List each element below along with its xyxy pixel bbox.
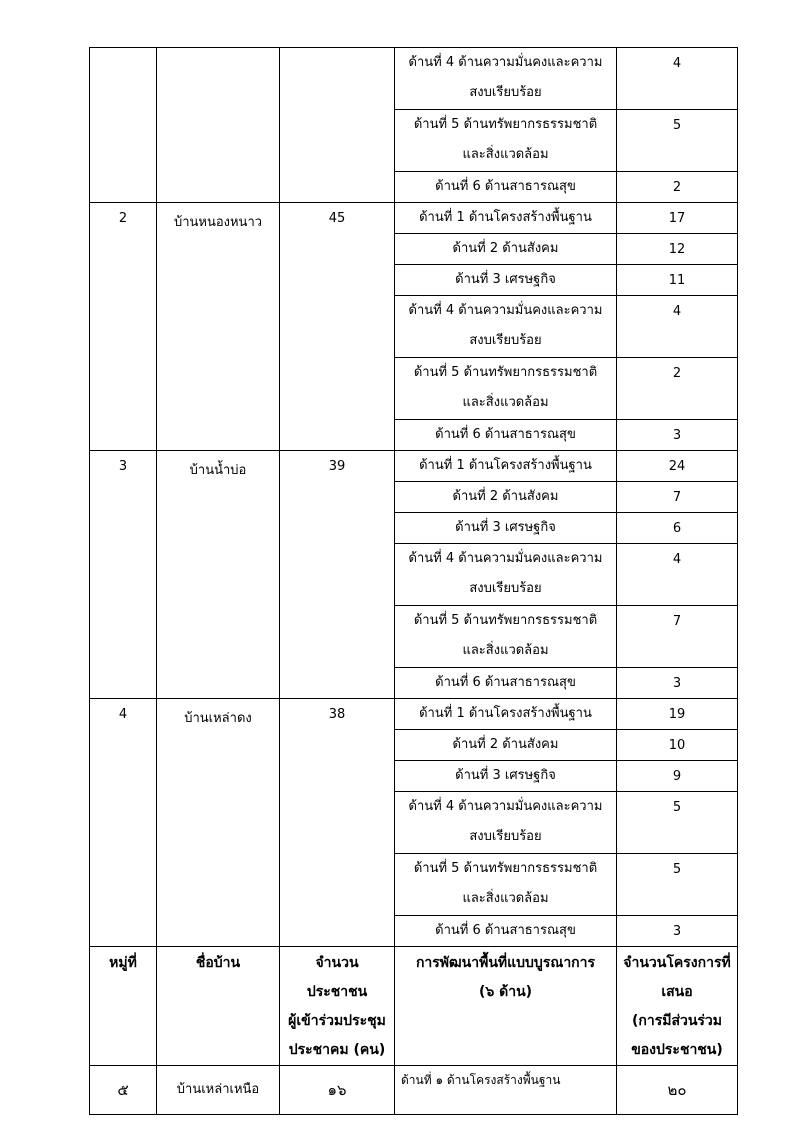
count-cell: 17 (617, 203, 738, 234)
topic-cell: ด้านที่ ๑ ด้านโครงสร้างพื้นฐาน (395, 1066, 617, 1115)
table-row (90, 203, 738, 234)
count-cell: 3 (617, 668, 738, 699)
count-cell: 24 (617, 451, 738, 482)
count-cell: 3 (617, 420, 738, 451)
count-cell: 3 (617, 916, 738, 947)
topic-cell: ด้านที่ 6 ด้านสาธารณสุข (395, 420, 617, 451)
topic-cell: ด้านที่ 5 ด้านทรัพยากรธรรมชาติ และสิ่งแวดล้อม (395, 110, 617, 172)
count-cell: 4 (617, 544, 738, 606)
village-name-cell: บ้านหนองหนาว (157, 203, 280, 451)
village-no-cell: 2 (90, 203, 157, 451)
project-table (89, 47, 738, 1115)
topic-cell: ด้านที่ 6 ด้านสาธารณสุข (395, 172, 617, 203)
topic-cell: ด้านที่ 3 เศรษฐกิจ (395, 513, 617, 544)
count-cell: 7 (617, 606, 738, 668)
village-no-cell: ๕ (90, 1066, 157, 1115)
village-name-cell: บ้านเหล่าเหนือ (157, 1066, 280, 1115)
count-cell: 11 (617, 265, 738, 296)
count-cell: ๒๐ (617, 1066, 738, 1115)
table-row (90, 699, 738, 730)
header-participants: จำนวน ประชาชน ผู้เข้าร่วมประชุม ประชาคม (คน) (280, 947, 395, 1066)
participants-cell: 38 (280, 699, 395, 947)
header-count: จำนวนโครงการที่ เสนอ (การมีส่วนร่วม ของประชาชน) (617, 947, 738, 1066)
count-cell: 9 (617, 761, 738, 792)
count-cell: 4 (617, 48, 738, 110)
topic-cell: ด้านที่ 1 ด้านโครงสร้างพื้นฐาน (395, 203, 617, 234)
topic-cell: ด้านที่ 4 ด้านความมั่นคงและความ สงบเรียบร้อย (395, 296, 617, 358)
topic-cell: ด้านที่ 4 ด้านความมั่นคงและความ สงบเรียบร้อย (395, 792, 617, 854)
header-row (90, 947, 738, 1066)
count-cell: 2 (617, 172, 738, 203)
header-village-no: หมู่ที่ (90, 947, 157, 1066)
count-cell: 5 (617, 110, 738, 172)
village-name-cell: บ้านน้ำบ่อ (157, 451, 280, 699)
count-cell: 5 (617, 792, 738, 854)
topic-cell: ด้านที่ 5 ด้านทรัพยากรธรรมชาติ และสิ่งแวดล้อม (395, 854, 617, 916)
village-name-cell: บ้านเหล่าดง (157, 699, 280, 947)
count-cell: 10 (617, 730, 738, 761)
table-row (90, 451, 738, 482)
village-no-cell (90, 48, 157, 203)
topic-cell: ด้านที่ 5 ด้านทรัพยากรธรรมชาติ และสิ่งแวดล้อม (395, 606, 617, 668)
topic-cell: ด้านที่ 1 ด้านโครงสร้างพื้นฐาน (395, 699, 617, 730)
header-topic: การพัฒนาพื้นที่แบบบูรณาการ (๖ ด้าน) (395, 947, 617, 1066)
topic-cell: ด้านที่ 2 ด้านสังคม (395, 482, 617, 513)
topic-cell: ด้านที่ 3 เศรษฐกิจ (395, 761, 617, 792)
topic-cell: ด้านที่ 6 ด้านสาธารณสุข (395, 916, 617, 947)
topic-cell: ด้านที่ 6 ด้านสาธารณสุข (395, 668, 617, 699)
village-name-cell (157, 48, 280, 203)
table-row (90, 1066, 738, 1115)
topic-cell: ด้านที่ 3 เศรษฐกิจ (395, 265, 617, 296)
topic-cell: ด้านที่ 2 ด้านสังคม (395, 234, 617, 265)
topic-cell: ด้านที่ 2 ด้านสังคม (395, 730, 617, 761)
participants-cell: 45 (280, 203, 395, 451)
topic-cell: ด้านที่ 4 ด้านความมั่นคงและความ สงบเรียบร้อย (395, 544, 617, 606)
count-cell: 6 (617, 513, 738, 544)
village-no-cell: 3 (90, 451, 157, 699)
participants-cell: 39 (280, 451, 395, 699)
topic-cell: ด้านที่ 4 ด้านความมั่นคงและความ สงบเรียบร้อย (395, 48, 617, 110)
participants-cell: ๑๖ (280, 1066, 395, 1115)
count-cell: 7 (617, 482, 738, 513)
topic-cell: ด้านที่ 5 ด้านทรัพยากรธรรมชาติ และสิ่งแวดล้อม (395, 358, 617, 420)
count-cell: 2 (617, 358, 738, 420)
header-village-name: ชื่อบ้าน (157, 947, 280, 1066)
count-cell: 12 (617, 234, 738, 265)
count-cell: 19 (617, 699, 738, 730)
village-no-cell: 4 (90, 699, 157, 947)
count-cell: 4 (617, 296, 738, 358)
participants-cell (280, 48, 395, 203)
topic-cell: ด้านที่ 1 ด้านโครงสร้างพื้นฐาน (395, 451, 617, 482)
table-row (90, 48, 738, 110)
count-cell: 5 (617, 854, 738, 916)
